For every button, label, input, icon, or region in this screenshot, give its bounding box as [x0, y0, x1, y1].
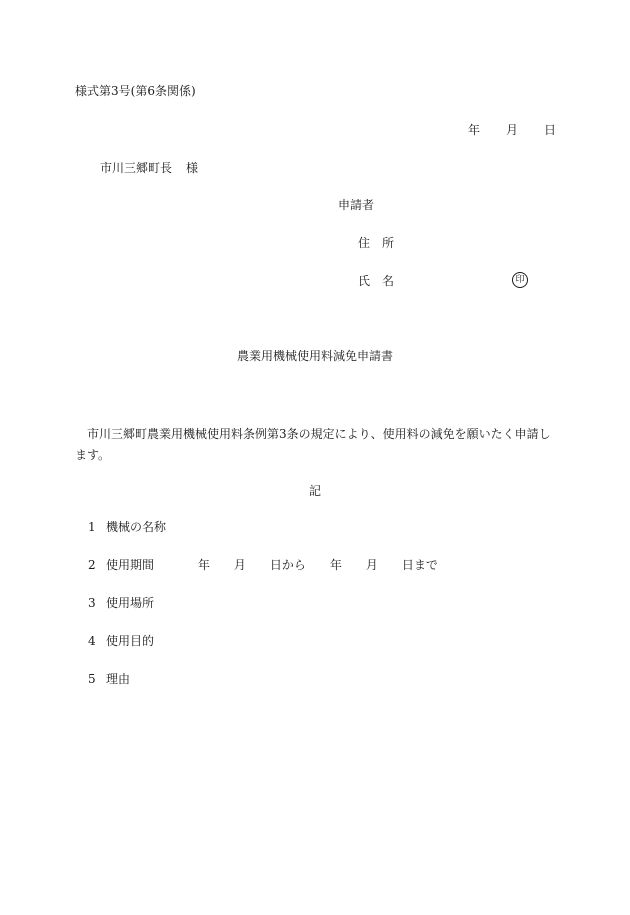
form-number: 様式第3号(第6条関係) — [75, 84, 196, 98]
document-title: 農業用機械使用料減免申請書 — [236, 349, 393, 363]
item-number: 4 — [88, 634, 96, 648]
period-fields — [198, 557, 438, 573]
item-number: 3 — [88, 596, 96, 610]
address-label-char-2: 所 — [382, 236, 395, 250]
item-label: 使用場所 — [106, 596, 155, 610]
recipient — [100, 160, 198, 176]
address-label-char-1: 住 — [358, 236, 371, 250]
period-to-day: 日まで — [401, 558, 438, 572]
item-label: 機械の名称 — [106, 520, 167, 534]
period-from-month: 月 — [233, 558, 246, 572]
item-number: 5 — [88, 672, 96, 686]
date-day: 日 — [544, 123, 557, 137]
date-month: 月 — [506, 123, 519, 137]
recipient-honorific: 様 — [186, 161, 199, 175]
item-label: 理由 — [106, 672, 131, 686]
period-from-day: 日から — [269, 558, 306, 572]
item-usage-period — [88, 557, 438, 573]
applicant-heading: 申請者 — [338, 198, 375, 212]
seal-mark: 印 — [512, 272, 528, 288]
item-label: 使用目的 — [106, 634, 155, 648]
item-number: 2 — [88, 558, 96, 572]
item-usage-purpose — [88, 633, 154, 649]
period-to-month: 月 — [365, 558, 378, 572]
ki-heading: 記 — [308, 484, 321, 498]
address-label — [358, 235, 394, 251]
name-label — [358, 273, 394, 289]
item-label: 使用期間 — [106, 558, 155, 572]
body-text: 市川三郷町農業用機械使用料条例第3条の規定により、使用料の減免を願いたく申請します。 — [75, 427, 551, 462]
recipient-name: 市川三郷町長 — [100, 161, 173, 175]
date-line — [468, 122, 556, 138]
period-to-year: 年 — [329, 558, 342, 572]
item-usage-location — [88, 595, 154, 611]
item-number: 1 — [88, 520, 96, 534]
name-label-char-2: 名 — [382, 274, 395, 288]
item-reason — [88, 671, 130, 687]
item-machine-name — [88, 519, 166, 535]
date-year: 年 — [468, 123, 481, 137]
period-from-year: 年 — [197, 558, 210, 572]
name-label-char-1: 氏 — [358, 274, 371, 288]
